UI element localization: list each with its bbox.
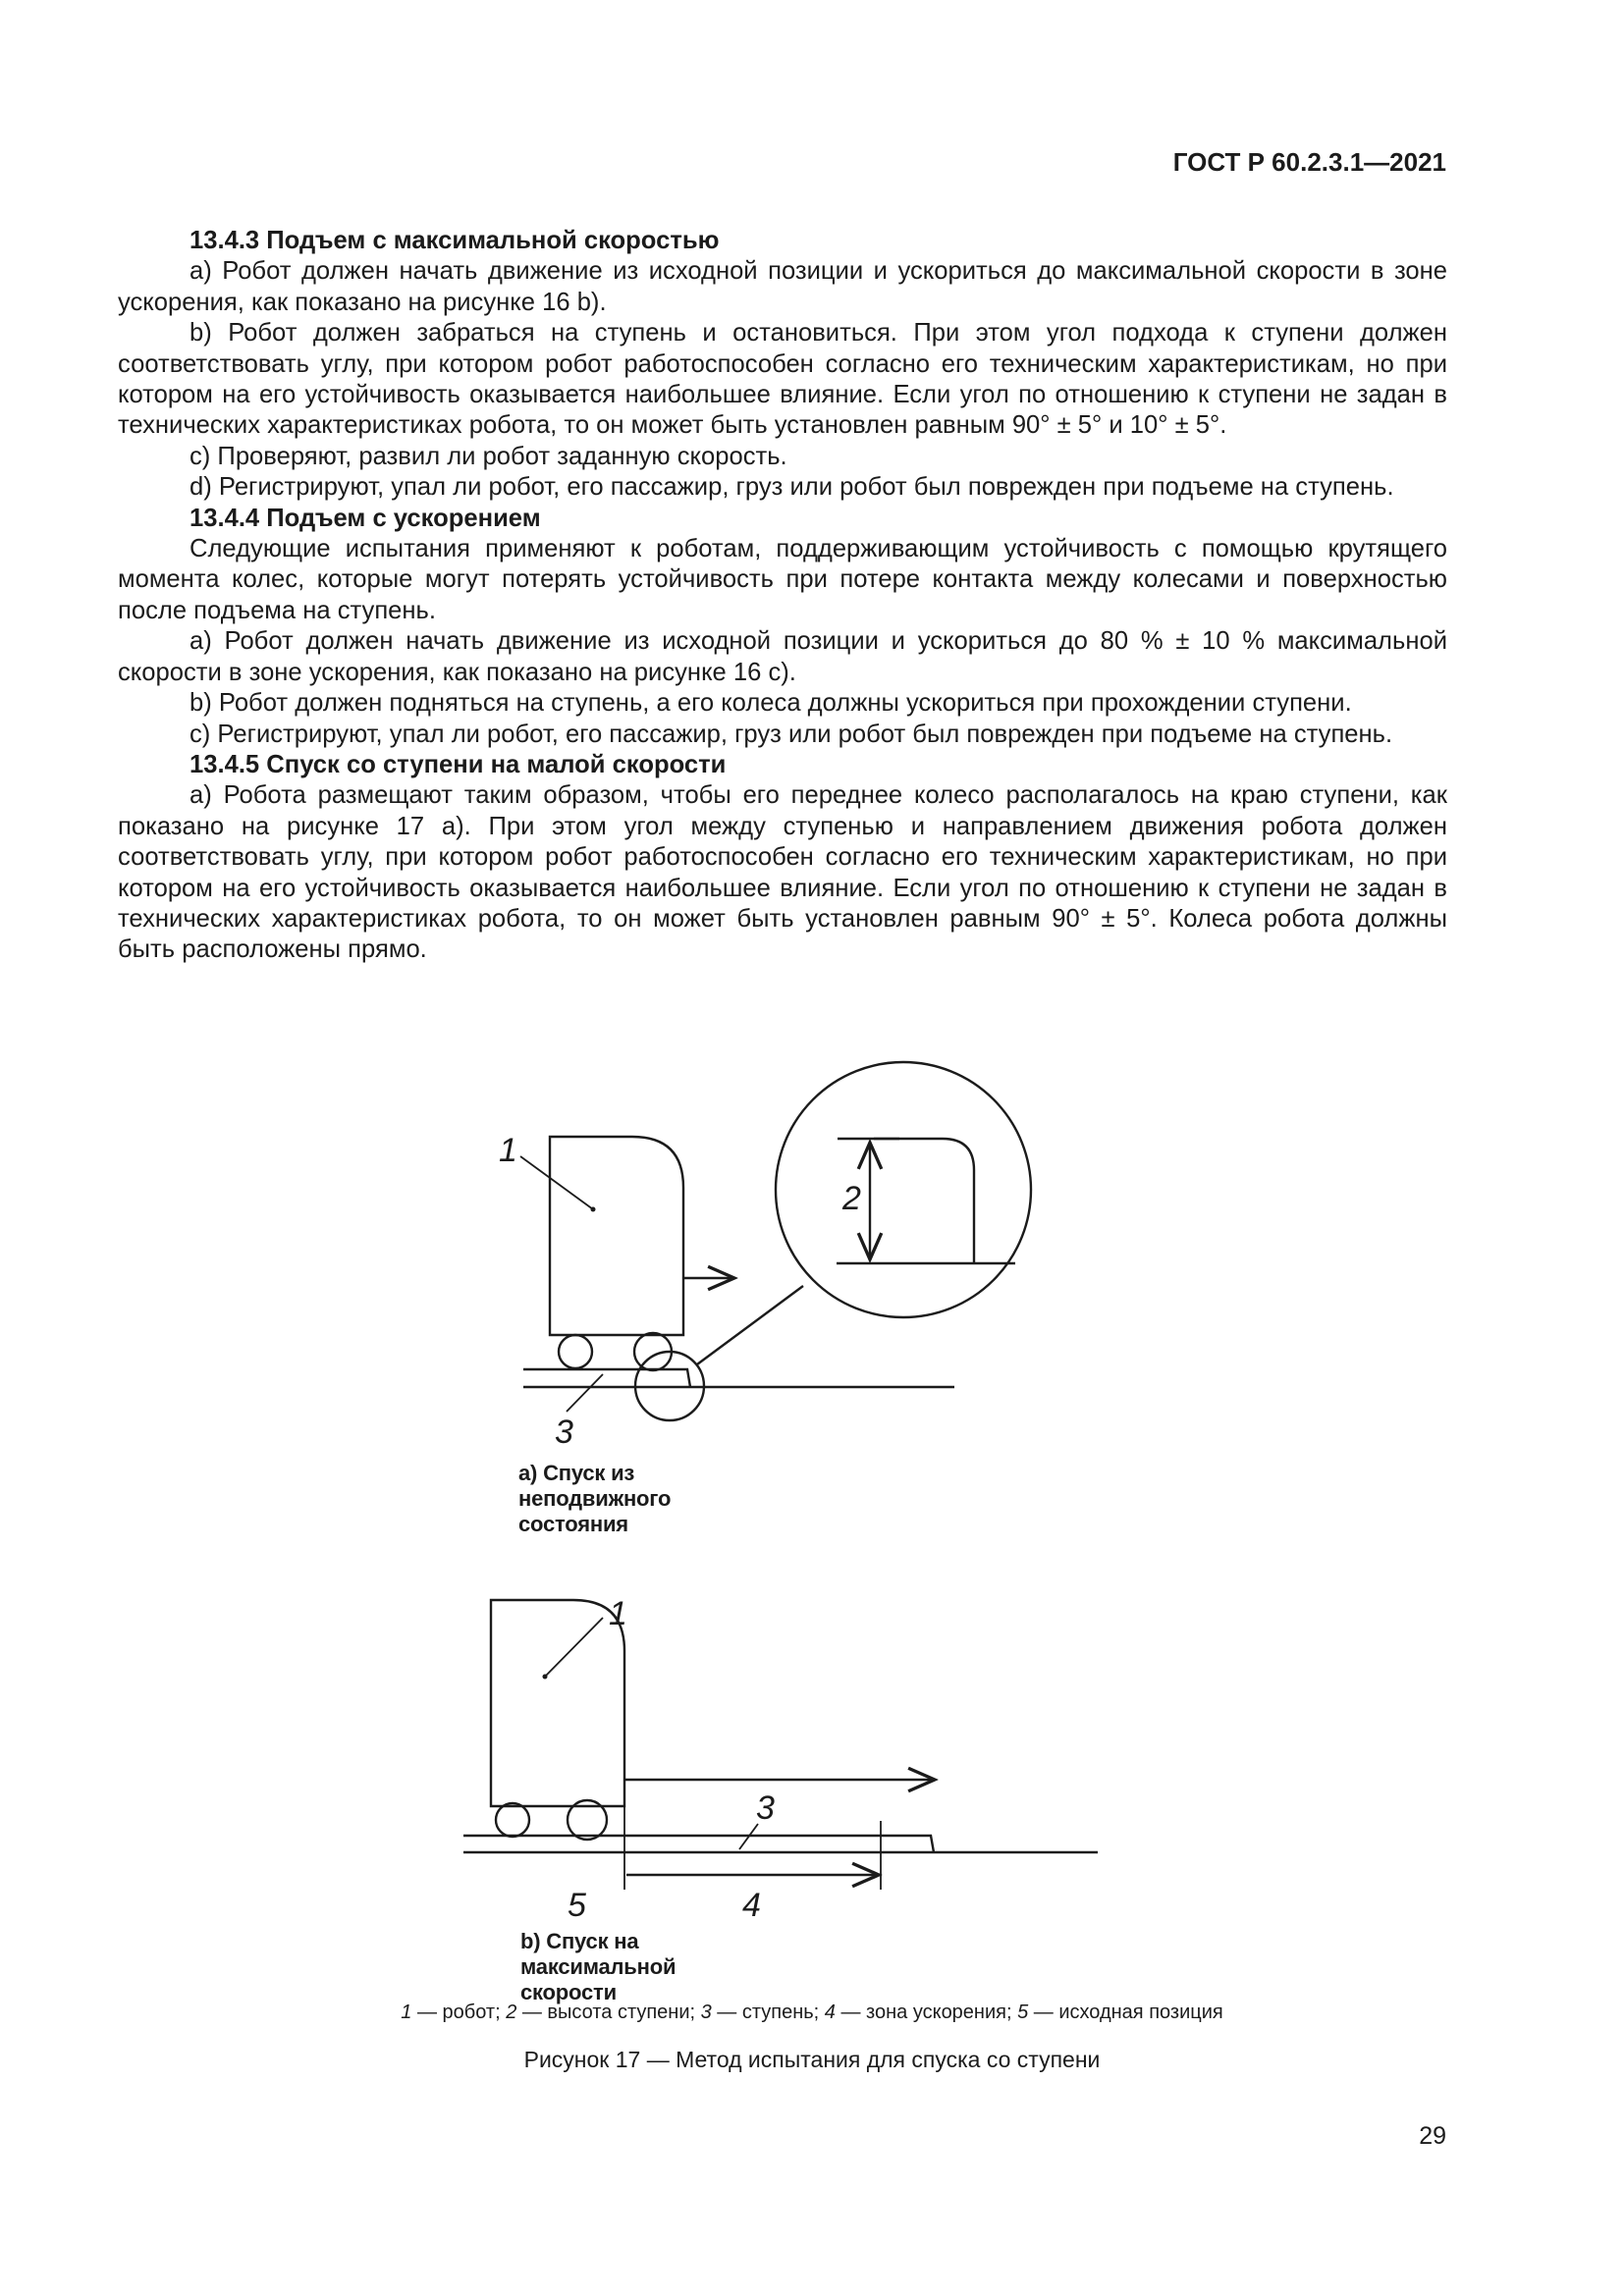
label-robot-a: 1 — [499, 1132, 517, 1169]
paragraph: b) Робот должен подняться на ступень, а его колеса должны ускориться при прохождении ступени. — [189, 689, 1352, 718]
standard-code: ГОСТ Р 60.2.3.1—2021 — [1172, 147, 1446, 177]
paragraph: a) Робот должен начать движение из исходной позиции и ускориться до 80 % ± 10 % максимальной скорости в зоне ускорения, как показано на рисунке 16 c). — [118, 627, 1447, 686]
paragraph: a) Робот должен начать движение из исходной позиции и ускориться до максимальной скорости в зоне ускорения, как показано на рисунке 16 b). — [118, 257, 1447, 316]
legend-text: — высота ступени; — [516, 2002, 701, 2023]
page-number: 29 — [1419, 2122, 1446, 2150]
legend-num: 2 — [506, 2002, 517, 2023]
label-step-height: 2 — [842, 1180, 861, 1217]
paragraph: a) Робота размещают таким образом, чтобы его переднее колесо располагалось на краю ступени, как показано на рисунке 17 a). При этом угол между ступенью и направлением движения робота должен соответствовать углу, при котором робот работоспособен согласно его техническим характеристикам, но при котором на его устойчивость оказывается наибольшее влияние. Если угол по отношению к ступени не задан в технических характеристиках робота, то он может быть установлен равным 90° ± 5°. Колеса робота должны быть расположены прямо. — [118, 781, 1447, 964]
detail-circle — [776, 1062, 1031, 1317]
label-step-a: 3 — [555, 1414, 573, 1451]
label-robot-b: 1 — [609, 1595, 627, 1632]
section-heading-13-4-3: 13.4.3 Подъем с максимальной скоростью — [189, 227, 720, 254]
leader-step — [567, 1374, 603, 1412]
robot-wheel — [559, 1335, 592, 1368]
label-start-position: 5 — [568, 1887, 586, 1924]
panel-a-caption: a) Спуск из неподвижного состояния — [518, 1461, 672, 1536]
label-accel-zone: 4 — [742, 1887, 761, 1924]
legend-text: — исходная позиция — [1028, 2002, 1223, 2023]
leader-dot — [591, 1207, 596, 1212]
section-heading-13-4-5: 13.4.5 Спуск со ступени на малой скорости — [189, 750, 727, 778]
step-shape — [463, 1836, 934, 1852]
section-heading-13-4-4: 13.4.4 Подъем с ускорением — [189, 504, 541, 532]
paragraph: c) Проверяют, развил ли робот заданную скорость. — [189, 442, 787, 470]
figure-title: Рисунок 17 — Метод испытания для спуска со ступени — [523, 2047, 1101, 2072]
step-shape — [523, 1369, 690, 1387]
leader-dot — [543, 1675, 548, 1680]
label-step-b: 3 — [756, 1789, 775, 1827]
leader-robot — [545, 1618, 603, 1677]
paragraph: c) Регистрируют, упал ли робот, его пассажир, груз или робот был поврежден при подъеме на ступень. — [189, 720, 1393, 748]
detail-connector — [697, 1286, 803, 1364]
robot-body — [550, 1137, 683, 1335]
legend-text: — ступень; — [711, 2002, 825, 2023]
robot-body — [491, 1600, 624, 1806]
figure-legend — [0, 2002, 1624, 2024]
paragraph: d) Регистрируют, упал ли робот, его пассажир, груз или робот был поврежден при подъеме на ступень. — [189, 473, 1394, 502]
paragraph: Следующие испытания применяют к роботам, поддерживающим устойчивость с помощью крутящего момента колес, которые могут потерять устойчивость при потере контакта между колесами и поверхностью после подъема на ступень. — [118, 535, 1447, 624]
panel-b-caption: b) Спуск на максимальной скорости — [520, 1929, 677, 2004]
leader-robot — [520, 1156, 593, 1209]
detail-step-profile — [874, 1139, 974, 1263]
legend-text: — робот; — [411, 2002, 507, 2023]
panel-a-drawing — [520, 1062, 1031, 1420]
legend-num: 4 — [824, 2002, 836, 2023]
panel-b-drawing — [463, 1600, 1098, 1890]
robot-wheel — [496, 1803, 529, 1837]
legend-num: 3 — [700, 2002, 712, 2023]
legend-num: 5 — [1017, 2002, 1029, 2023]
legend-num: 1 — [401, 2002, 412, 2023]
legend-text: — зона ускорения; — [835, 2002, 1018, 2023]
paragraph: b) Робот должен забраться на ступень и остановиться. При этом угол подхода к ступени должен соответствовать углу, при котором робот работоспособен согласно его техническим характеристикам, но при котором на его устойчивость оказывается наибольшее влияние. Если угол по отношению к ступени не задан в технических характеристиках робота, то он может быть установлен равным 90° ± 5° и 10° ± 5°. — [118, 319, 1447, 440]
